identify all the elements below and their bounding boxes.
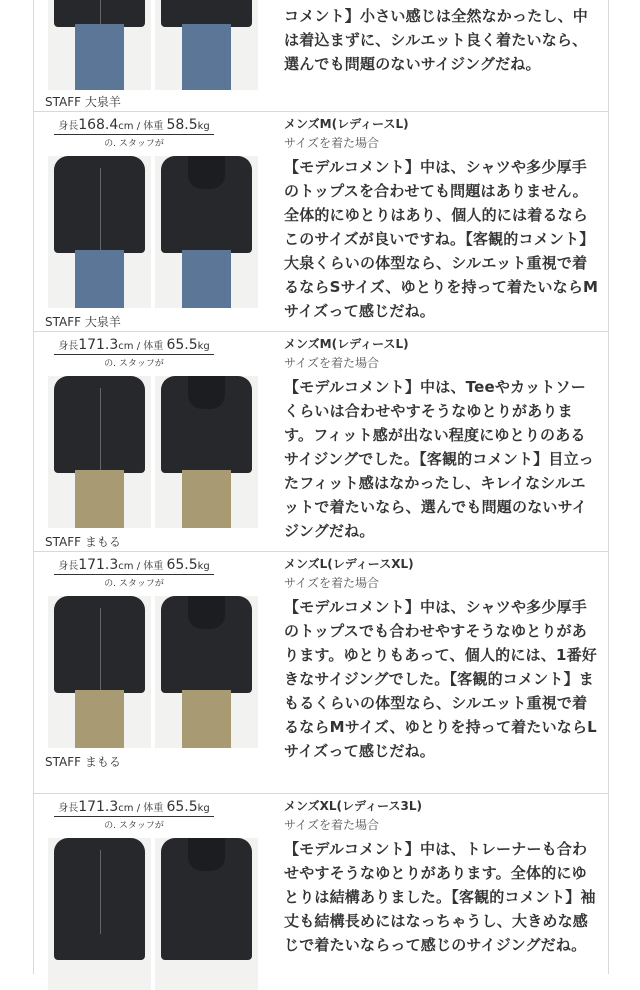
size-review-list <box>33 0 609 974</box>
model-photos <box>48 838 258 990</box>
staff-name: STAFF まもる <box>45 755 121 769</box>
front-photo <box>48 596 151 748</box>
zipper-line <box>100 388 101 472</box>
height-label: 身長 <box>58 561 79 572</box>
size-subtitle: サイズを着た場合 <box>284 576 380 590</box>
front-photo <box>48 376 151 528</box>
body-measurement <box>54 117 214 149</box>
back-photo <box>155 838 258 990</box>
back-photo <box>155 0 258 90</box>
photo-column <box>34 794 274 974</box>
zipper-line <box>100 850 101 934</box>
model-photos <box>48 596 258 748</box>
weight-value: 65.5 <box>166 337 198 353</box>
weight-unit: kg <box>197 803 210 814</box>
height-unit: cm <box>118 121 134 132</box>
staff-name: STAFF まもる <box>45 535 121 549</box>
hood-image <box>188 838 225 871</box>
owner-label: の. スタッフが <box>104 139 164 149</box>
body-measurement <box>54 557 214 589</box>
height-label: 身長 <box>58 121 79 132</box>
hood-image <box>188 156 225 189</box>
size-comment: 【モデルコメント】中は、シャツや多少厚手のトップスでも合わせやすそうなゆとりがあります。ゆとりもあって、個人的には、1番好きなサイジングでした。【客観的コメント】まもるくらいの体型なら、シルエット重視で着るならMサイズ、ゆとりを持って着たいならLサイズって感じだね。 <box>284 598 597 760</box>
height-label: 身長 <box>58 803 79 814</box>
back-photo <box>155 376 258 528</box>
size-comment: 【モデルコメント】中は、シャツや多少厚手のトップスを合わせても問題はありません。全体的にゆとりはあり、個人的には着るならこのサイズが良いですね。【客観的コメント】大泉くらいの体型なら、シルエット重視で着るならSサイズ、ゆとりを持って着たいならMサイズって感じだね。 <box>284 158 599 320</box>
photo-column <box>34 552 274 793</box>
comment-column <box>284 794 600 957</box>
size-review-row <box>34 0 608 112</box>
back-photo <box>155 596 258 748</box>
pants-image <box>182 690 231 748</box>
staff-name: STAFF 大泉羊 <box>45 315 121 329</box>
pants-image <box>75 250 124 308</box>
size-comment: 【モデルコメント】中は、トレーナーも合わせやすそうなゆとりがあります。全体的にゆとりは結構ありました。【客観的コメント】袖丈も結構長めにはなっちゃうし、大きめな感じで着たいならって感じのサイジングだね。 <box>284 840 596 954</box>
owner-label: の. スタッフが <box>104 579 164 589</box>
height-weight: 身長168.4cm / 体重 58.5kg <box>54 117 214 135</box>
comment-column <box>284 0 600 76</box>
weight-label: 体重 <box>143 803 164 814</box>
hood-image <box>188 376 225 409</box>
front-photo <box>48 838 151 990</box>
weight-value: 58.5 <box>166 117 198 133</box>
front-photo <box>48 0 151 90</box>
weight-label: 体重 <box>143 561 164 572</box>
height-value: 171.3 <box>78 799 119 815</box>
zipper-line <box>100 608 101 692</box>
height-weight: 身長171.3cm / 体重 65.5kg <box>54 337 214 355</box>
zipper-line <box>100 168 101 252</box>
height-unit: cm <box>118 341 134 352</box>
photo-column <box>34 332 274 551</box>
weight-label: 体重 <box>143 121 164 132</box>
height-label: 身長 <box>58 341 79 352</box>
height-value: 168.4 <box>78 117 119 133</box>
weight-label: 体重 <box>143 341 164 352</box>
size-title: メンズM(レディースL) <box>284 117 409 131</box>
back-photo <box>155 156 258 308</box>
owner-label: の. スタッフが <box>104 359 164 369</box>
pants-image <box>75 24 124 90</box>
comment-column <box>284 552 600 763</box>
height-unit: cm <box>118 803 134 814</box>
weight-value: 65.5 <box>166 799 198 815</box>
jacket-image <box>161 0 252 27</box>
size-comment: コメント】小さい感じは全然なかったし、中は着込まずに、シルエット良く着たいなら、選んでも問題のないサイジングだね。 <box>284 7 589 73</box>
size-subtitle: サイズを着た場合 <box>284 818 380 832</box>
size-review-row <box>34 332 608 552</box>
weight-unit: kg <box>197 561 210 572</box>
size-review-row <box>34 112 608 332</box>
size-subtitle: サイズを着た場合 <box>284 356 380 370</box>
pants-image <box>182 250 231 308</box>
weight-unit: kg <box>197 121 210 132</box>
model-photos <box>48 376 258 528</box>
size-title: メンズM(レディースL) <box>284 337 409 351</box>
hood-image <box>188 596 225 629</box>
weight-value: 65.5 <box>166 557 198 573</box>
size-review-row <box>34 552 608 794</box>
pants-image <box>75 470 124 528</box>
photo-column <box>34 0 274 111</box>
weight-unit: kg <box>197 341 210 352</box>
height-weight: 身長171.3cm / 体重 65.5kg <box>54 557 214 575</box>
size-title: メンズL(レディースXL) <box>284 557 414 571</box>
model-photos <box>48 0 258 90</box>
photo-column <box>34 112 274 331</box>
size-subtitle: サイズを着た場合 <box>284 136 380 150</box>
size-comment: 【モデルコメント】中は、Teeやカットソーくらいは合わせやすそうなゆとりがあります。フィット感が出ない程度にゆとりのあるサイジングでした。【客観的コメント】目立ったフィット感はなかったし、キレイなシルエットで着たいなら、選んでも問題のないサイジングだね。 <box>284 378 594 540</box>
pants-image <box>182 470 231 528</box>
body-measurement <box>54 799 214 831</box>
model-photos <box>48 156 258 308</box>
height-weight: 身長171.3cm / 体重 65.5kg <box>54 799 214 817</box>
height-value: 171.3 <box>78 557 119 573</box>
pants-image <box>182 24 231 90</box>
size-title: メンズXL(レディース3L) <box>284 799 422 813</box>
owner-label: の. スタッフが <box>104 821 164 831</box>
staff-name: STAFF 大泉羊 <box>45 95 121 109</box>
height-value: 171.3 <box>78 337 119 353</box>
body-measurement <box>54 337 214 369</box>
pants-image <box>75 690 124 748</box>
front-photo <box>48 156 151 308</box>
comment-column <box>284 112 600 323</box>
comment-column <box>284 332 600 543</box>
height-unit: cm <box>118 561 134 572</box>
size-review-row <box>34 794 608 974</box>
